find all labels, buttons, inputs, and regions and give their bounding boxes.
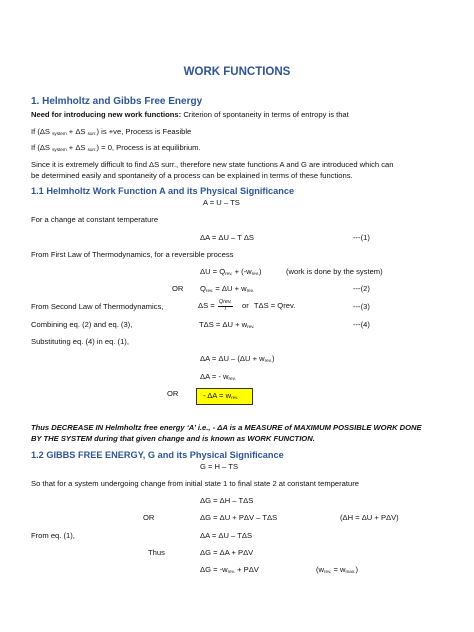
paragraph-line: From eq. (1), xyxy=(31,531,75,540)
equation-number-2: ---(2) xyxy=(353,284,370,293)
equation-number-1: ---(1) xyxy=(353,233,370,242)
equation-6: ΔA = - $w_{rev.}$ xyxy=(200,372,236,381)
equation-gibbs-definition: G = H – TS xyxy=(200,462,239,471)
section-heading-helmholtz-gibbs: 1. Helmholtz and Gibbs Free Energy xyxy=(31,96,203,107)
paragraph-line: From Second Law of Thermodynamics, xyxy=(31,302,164,311)
spontaneity-condition-feasible: If (ΔS $_{system}$ + ΔS $_{surr.}$) is +ve, Process is Feasible xyxy=(31,127,192,136)
or-label: OR xyxy=(172,284,184,293)
paragraph-line: For a change at constant temperature xyxy=(31,215,159,224)
paragraph-line: be determined easily and spontaneity of a process can be explained in terms of these functions. xyxy=(31,171,353,180)
or-label: OR xyxy=(167,389,179,398)
equation-g3: ΔA = ΔU – TΔS xyxy=(200,531,253,540)
equation-2: $Q_{rev.} = \Delta U + w_{rev.}$ xyxy=(200,284,254,293)
paragraph-line: From First Law of Thermodynamics, for a reversible process xyxy=(31,250,234,259)
need-line xyxy=(31,111,349,120)
equation-number-4: ---(4) xyxy=(353,320,370,329)
paragraph-line: So that for a system undergoing change from initial state 1 to final state 2 at constant temperature xyxy=(31,479,359,488)
need-text: Criterion of spontaneity in terms of entropy is that xyxy=(181,110,349,119)
or-label: OR xyxy=(143,513,155,522)
spontaneity-condition-equilibrium: If (ΔS $_{system}$ + ΔS $_{surr.}$) = 0, Process is at equilibrium. xyxy=(31,143,201,152)
fraction: $\frac{\text{Qrev.}}{T}$ xyxy=(218,299,232,312)
equation-number-3: ---(3) xyxy=(353,302,370,311)
section-heading-helmholtz: 1.1 Helmholtz Work Function A and its Physical Significance xyxy=(31,186,295,196)
paragraph-line: Combining eq. (2) and eq. (3), xyxy=(31,320,133,329)
equation-note: (ΔH = ΔU + PΔV) xyxy=(340,513,399,522)
conclusion-line: Thus DECREASE IN Helmholtz free energy ‘A’ i.e., - ΔA is a MEASURE of MAXIMUM POSSIBLE WORK DONE xyxy=(31,423,422,432)
equation-g1: ΔG = ΔH – TΔS xyxy=(200,496,254,505)
equation-1: ΔA = ΔU – T ΔS xyxy=(200,233,254,242)
equation-g2: ΔG = ΔU + PΔV – TΔS xyxy=(200,513,278,522)
need-label: Need for introducing new work functions: xyxy=(31,110,182,119)
paragraph-line: Since it is extremely difficult to find ΔS surr., therefore new state functions A and G are introduced which can xyxy=(31,160,394,169)
equation-note: $(w_{rev.} = w_{max.})$ xyxy=(316,565,358,574)
equation-note: (work is done by the system) xyxy=(286,267,383,276)
section-heading-gibbs: 1.2 GIBBS FREE ENERGY, G and its Physical Significance xyxy=(31,450,284,460)
highlighted-result-box: - $\Delta A = w_{rev.}$ xyxy=(196,388,253,405)
equation-g4: ΔG = ΔA + PΔV xyxy=(200,548,254,557)
equation-g5: $\Delta G = -w_{rev.} + P\Delta V$ xyxy=(200,565,259,574)
thus-label: Thus xyxy=(148,548,165,557)
equation-first-law: $\Delta U = Q_{rev.} + (-w_{rev.})$ xyxy=(200,267,262,276)
equation-3: ΔS = $\frac{\text{Qrev.}}{T}$ or TΔS = Qrev. xyxy=(198,299,296,312)
equation-4: $T\Delta S = \Delta U + w_{rev.}$ xyxy=(199,320,255,329)
paragraph-line: Substituting eq. (4) in eq. (1), xyxy=(31,337,129,346)
page-title: WORK FUNCTIONS xyxy=(183,66,291,78)
conclusion-line: BY THE SYSTEM during that given change and is known as WORK FUNCTION. xyxy=(31,434,315,443)
equation-helmholtz-definition: A = U – TS xyxy=(203,198,240,207)
equation-5: $\Delta A = \Delta U - (\Delta U + w_{rev.})$ xyxy=(200,354,275,363)
